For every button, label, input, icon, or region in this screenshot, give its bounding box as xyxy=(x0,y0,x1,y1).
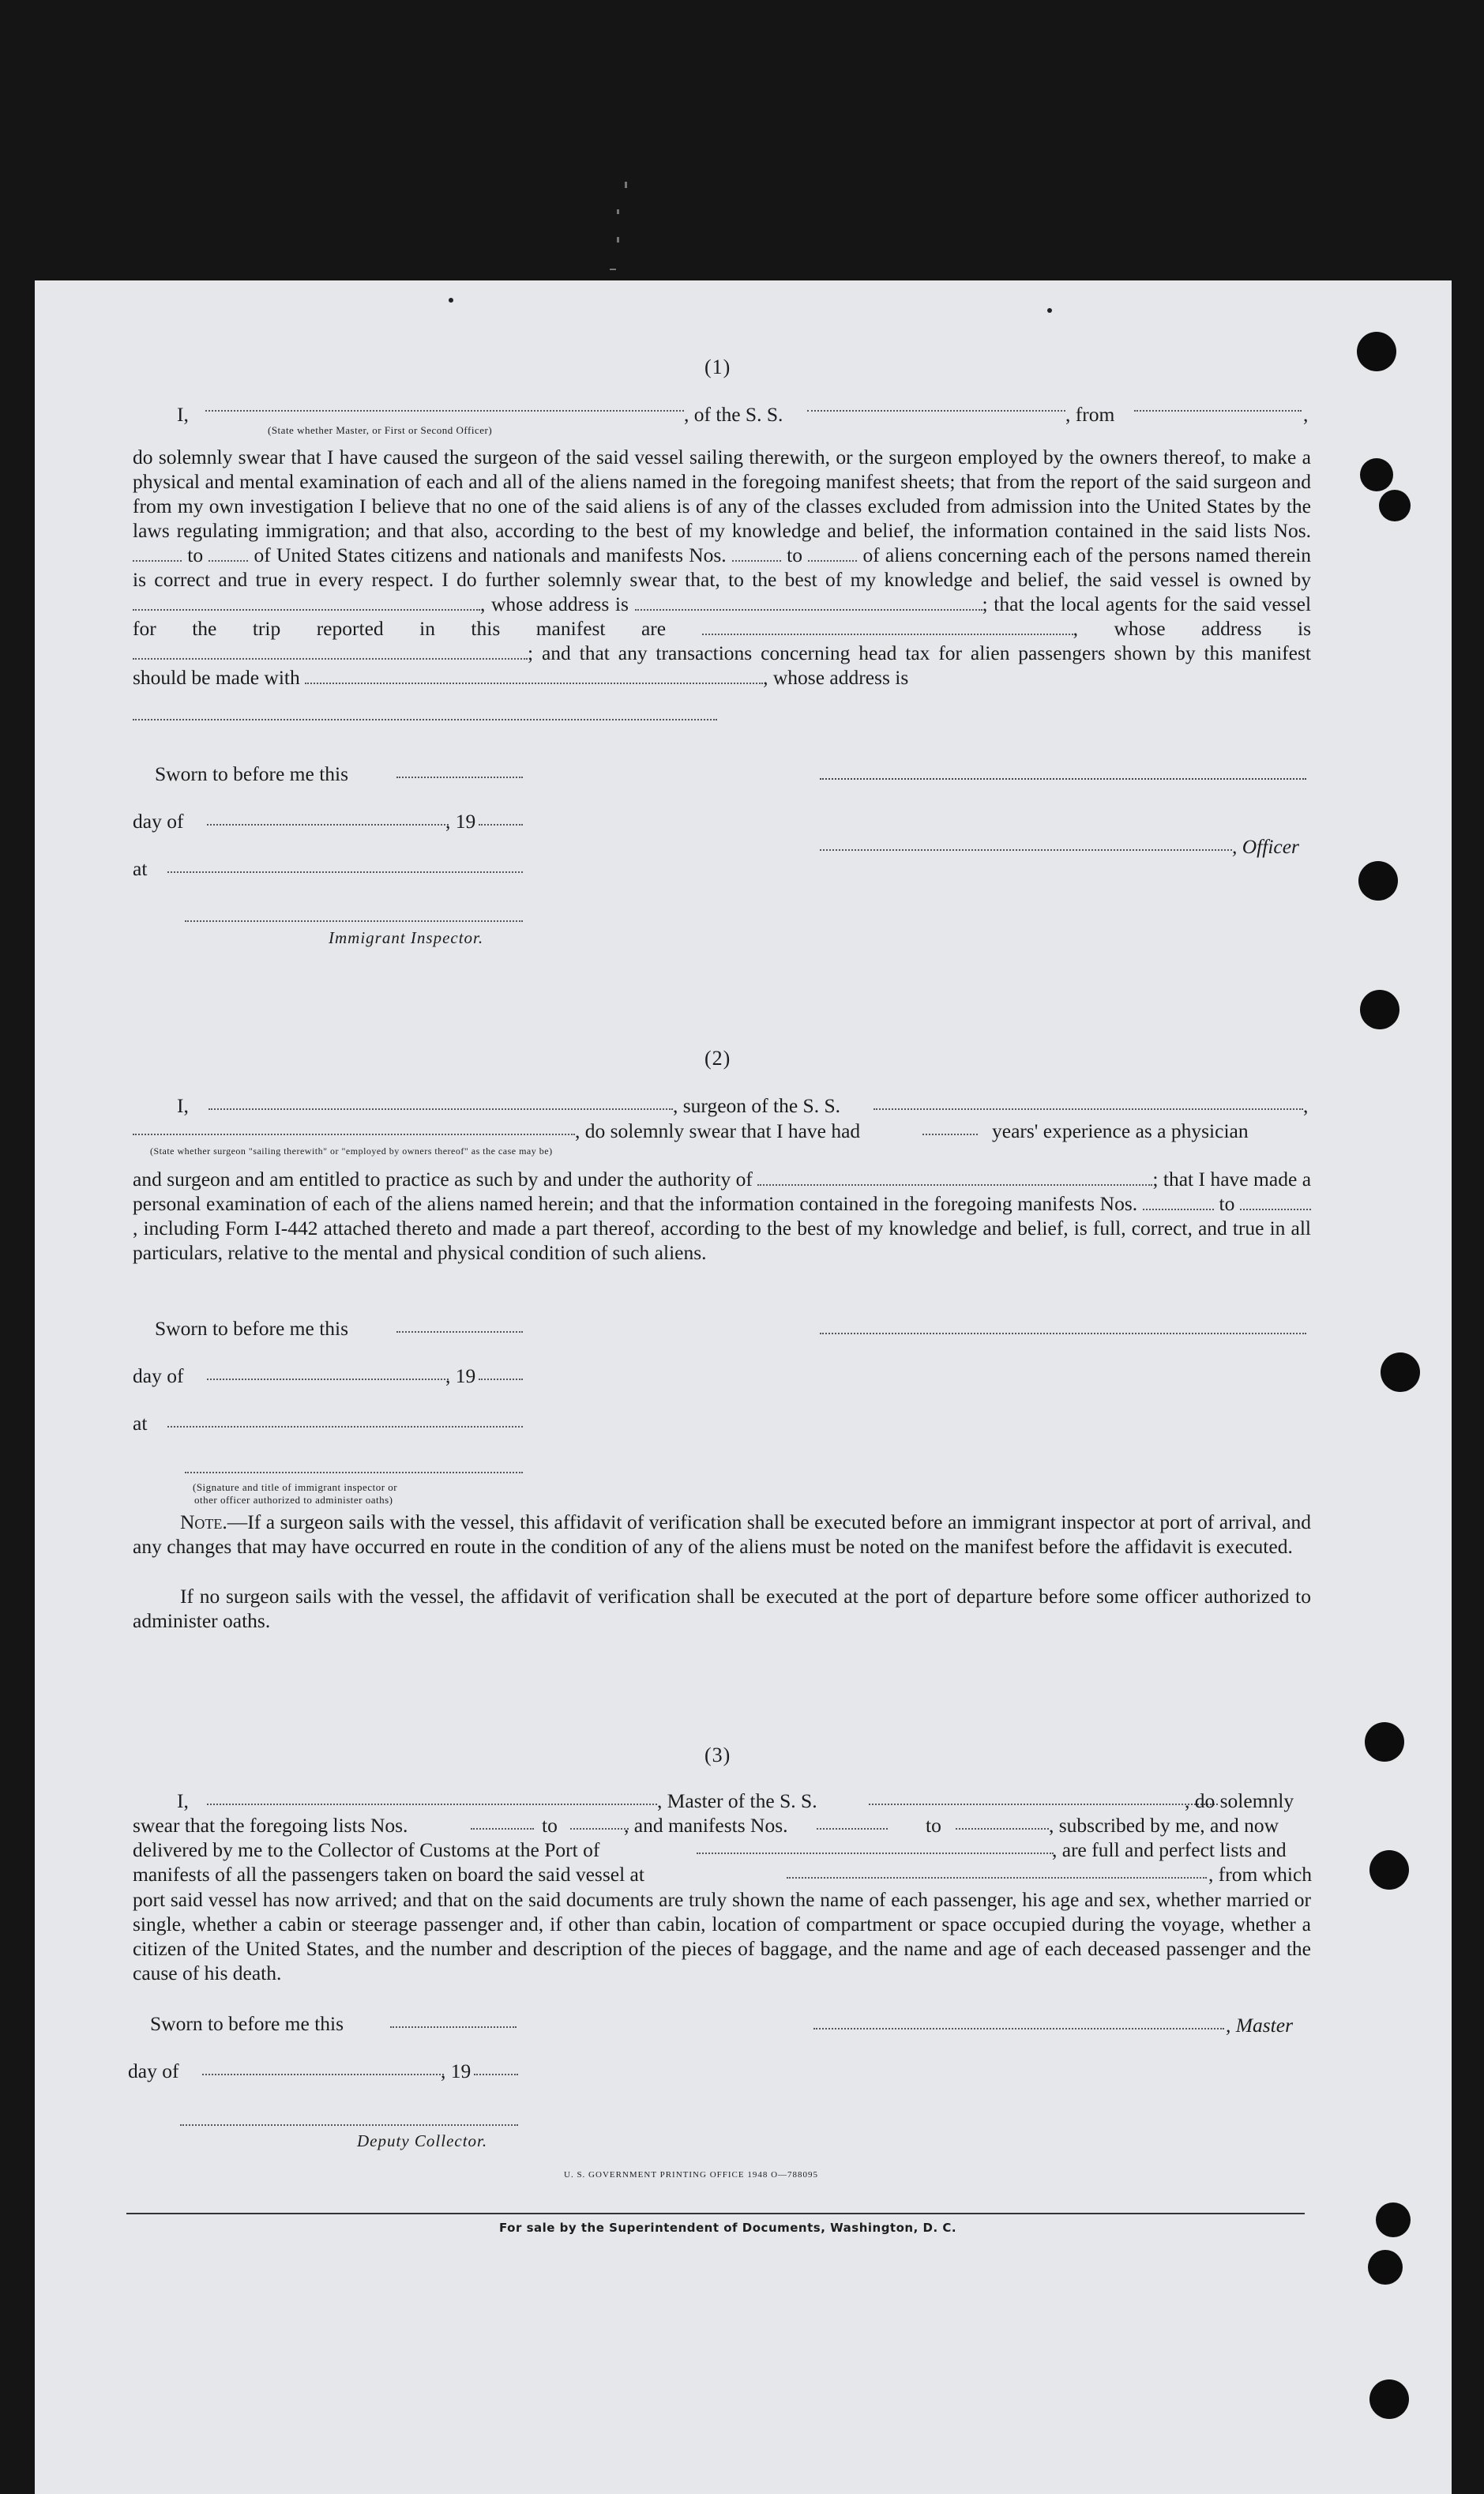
s2-sworn-label: Sworn to before me this xyxy=(155,1317,349,1340)
s1-officer-label: , Officer xyxy=(1232,835,1299,858)
s2-authority-field[interactable] xyxy=(757,1170,1152,1186)
s2-years-field[interactable] xyxy=(922,1134,978,1135)
s3-sworn-label: Sworn to before me this xyxy=(150,2012,344,2035)
punch-hole xyxy=(1360,458,1393,491)
s2-at-label: at xyxy=(133,1412,148,1435)
s1-ship-field[interactable] xyxy=(807,410,1065,412)
s3-master-label: , Master xyxy=(1226,2014,1293,2037)
s3-sworn-field[interactable] xyxy=(390,2026,517,2028)
s3-master-signature-line[interactable] xyxy=(813,2028,1224,2029)
s1-paragraph xyxy=(133,445,1311,690)
paper-mark xyxy=(449,298,453,303)
s2-sig-caption-2: other officer authorized to administer oaths) xyxy=(194,1494,393,1506)
s1-owner-field[interactable] xyxy=(133,595,480,611)
s2-manifests-from-field[interactable] xyxy=(1143,1194,1214,1210)
s1-inspector-label: Immigrant Inspector. xyxy=(329,928,484,947)
s3-departure-field[interactable] xyxy=(787,1877,1207,1879)
s1-text-p3: of aliens concerning each of the persons named therein is correct and true in every respect. I do further solemnly swear that, to the best of my knowledge and belief, the said vessel is owned by xyxy=(133,544,1312,591)
s1-headtax-party-field[interactable] xyxy=(305,668,763,684)
s2-status-caption: (State whether surgeon "sailing therewith" or "employed by owners thereof" as the case may be) xyxy=(150,1145,553,1157)
s1-manifests-to-field[interactable] xyxy=(808,546,857,562)
s1-of-ss-label: , of the S. S. xyxy=(684,403,783,426)
s2-name-field[interactable] xyxy=(209,1108,673,1110)
punch-hole xyxy=(1381,1352,1420,1392)
punch-hole xyxy=(1357,332,1396,371)
s1-headtax-address-field[interactable] xyxy=(133,719,717,720)
s1-lists-from-field[interactable] xyxy=(133,546,182,562)
s1-officer-signature-line[interactable] xyxy=(820,778,1306,780)
s3-port-field[interactable] xyxy=(697,1853,1054,1854)
s1-day-of-label: day of xyxy=(133,810,184,833)
s1-from-label: , from xyxy=(1065,403,1115,426)
s1-to-2: to xyxy=(787,544,802,566)
film-speck xyxy=(617,237,619,243)
s1-text-p5: whose address is xyxy=(1114,617,1312,640)
s2-year-field[interactable] xyxy=(479,1379,523,1380)
s3-subscribed-label: , subscribed by me, and now xyxy=(1049,1814,1279,1837)
s3-year-label: , 19 xyxy=(441,2060,471,2082)
s1-sworn-field[interactable] xyxy=(396,777,523,778)
s1-name-field[interactable] xyxy=(205,410,684,412)
s1-manifests-from-field[interactable] xyxy=(732,546,781,562)
s3-day-of-label: day of xyxy=(128,2060,179,2082)
s2-semi: ; xyxy=(1152,1168,1159,1191)
s2-note-2 xyxy=(133,1584,1311,1633)
s1-year-field[interactable] xyxy=(479,824,523,826)
s2-note xyxy=(133,1510,1311,1559)
s2-to: to xyxy=(1219,1192,1235,1215)
s1-text-p6: ; and that any transactions concerning head tax for alien passengers shown by this manifest should be made with xyxy=(133,641,1311,689)
s3-manifests-to-field[interactable] xyxy=(956,1828,1049,1830)
s1-whose-address-is: , whose address is xyxy=(763,666,909,689)
s2-i-label: I, xyxy=(177,1094,189,1117)
film-speck xyxy=(617,209,619,214)
s1-at-field[interactable] xyxy=(167,871,523,873)
punch-hole xyxy=(1379,490,1411,521)
s1-master-caption: (State whether Master, or First or Second Officer) xyxy=(268,424,493,436)
s3-full-perfect-label: , are full and perfect lists and xyxy=(1052,1838,1287,1861)
s1-agents-field[interactable] xyxy=(702,619,1073,635)
s3-do-solemnly-label: , do solemnly xyxy=(1185,1789,1294,1812)
punch-hole xyxy=(1369,1850,1409,1890)
s1-comma: , xyxy=(1303,403,1309,426)
s3-manifests-from-field[interactable] xyxy=(817,1828,888,1830)
s1-comma-2: , xyxy=(1073,617,1078,640)
s2-day-field[interactable] xyxy=(207,1379,449,1380)
s2-comma: , xyxy=(1303,1094,1309,1117)
s3-deputy-label: Deputy Collector. xyxy=(357,2131,488,2150)
s3-to-1: to xyxy=(542,1814,558,1837)
section-1-number: (1) xyxy=(704,355,731,378)
s2-text-p1: and surgeon and am entitled to practice as such by and under the authority of xyxy=(133,1168,753,1191)
film-speck xyxy=(625,182,627,188)
s1-i-label: I, xyxy=(177,403,189,426)
s1-text-p2: of United States citizens and nationals and manifests Nos. xyxy=(254,544,727,566)
form-page xyxy=(35,280,1452,2494)
s2-sworn-field[interactable] xyxy=(396,1331,523,1333)
s2-surgeon-label: , surgeon of the S. S. xyxy=(673,1094,841,1117)
s3-lists-from-field[interactable] xyxy=(471,1828,534,1830)
s1-text-p4: that the local agents for the said vessel for the trip reported in this manifest are xyxy=(133,592,1312,640)
s3-ship-field[interactable] xyxy=(869,1804,1218,1805)
s3-i-label: I, xyxy=(177,1789,189,1812)
s1-at-label: at xyxy=(133,857,148,880)
s3-text-p1: swear that the foregoing lists Nos. xyxy=(133,1814,408,1837)
punch-hole xyxy=(1365,1722,1404,1762)
s3-text-p4: port said vessel has now arrived; and that on the said documents are truly shown the name of each passenger, his age and sex, whether married or single, whether a cabin or steerage passenger and, if other than cabin, location of compartment or space occupied during the voyage, whether a citizen of the United States, and the number and description of the pieces of baggage, and the name and age of each deceased passenger and the cause of his death. xyxy=(133,1888,1311,1984)
s1-inspector-signature-line[interactable] xyxy=(185,920,523,922)
s3-to-2: to xyxy=(926,1814,941,1837)
s2-years-label: years' experience as a physician xyxy=(992,1119,1249,1142)
s3-paragraph xyxy=(133,1887,1311,1985)
s1-agents-address-field[interactable] xyxy=(133,644,528,660)
footer-rule xyxy=(126,2213,1305,2214)
s3-master-of-label: , Master of the S. S. xyxy=(657,1789,817,1812)
paper-mark xyxy=(1047,308,1052,313)
s1-from-field[interactable] xyxy=(1134,410,1302,412)
punch-hole xyxy=(1360,990,1399,1029)
s1-lists-to-field[interactable] xyxy=(209,546,248,562)
s1-owner-address-field[interactable] xyxy=(635,595,982,611)
s2-year-label: , 19 xyxy=(445,1364,476,1387)
s2-inspector-signature-line[interactable] xyxy=(185,1472,523,1473)
s3-text-p3: manifests of all the passengers taken on board the said vessel at xyxy=(133,1863,644,1886)
s2-status-field[interactable] xyxy=(133,1134,575,1135)
s3-from-which-label: , from which xyxy=(1208,1863,1313,1886)
s2-note-2-text: If no surgeon sails with the vessel, the affidavit of verification shall be executed at the port of departure before some officer authorized to administer oaths. xyxy=(133,1585,1311,1632)
s3-name-field[interactable] xyxy=(207,1804,657,1805)
film-speck xyxy=(610,269,616,270)
section-2-number: (2) xyxy=(704,1047,731,1070)
punch-hole xyxy=(1368,2250,1403,2285)
printing-office-line: U. S. GOVERNMENT PRINTING OFFICE 1948 O—788095 xyxy=(564,2170,819,2180)
s3-and-manifests-label: , and manifests Nos. xyxy=(624,1814,788,1837)
s3-year-field[interactable] xyxy=(474,2074,518,2075)
s1-day-field[interactable] xyxy=(207,824,449,826)
s2-surgeon-signature-line[interactable] xyxy=(820,1333,1306,1334)
s3-day-field[interactable] xyxy=(202,2074,444,2075)
punch-hole xyxy=(1376,2202,1411,2237)
s2-day-of-label: day of xyxy=(133,1364,184,1387)
s2-note-text: —If a surgeon sails with the vessel, this affidavit of verification shall be executed before an immigrant inspector at port of arrival, and any changes that may have occurred en route in the condition of any of the aliens must be noted on the manifest before the affidavit is executed. xyxy=(133,1510,1311,1558)
s3-collector-signature-line[interactable] xyxy=(180,2124,518,2126)
sale-notice: For sale by the Superintendent of Documents, Washington, D. C. xyxy=(499,2221,957,2235)
s2-sig-caption-1: (Signature and title of immigrant inspector or xyxy=(193,1481,398,1493)
punch-hole xyxy=(1369,2379,1409,2419)
punch-hole xyxy=(1358,861,1398,901)
s1-officer-field[interactable] xyxy=(820,849,1232,851)
s3-text-p2: delivered by me to the Collector of Customs at the Port of xyxy=(133,1838,600,1861)
s2-manifests-to-field[interactable] xyxy=(1240,1194,1311,1210)
s1-year-label: , 19 xyxy=(445,810,476,833)
s1-whose-address: , whose address is xyxy=(480,592,629,615)
s2-swear-label: , do solemnly swear that I have had xyxy=(575,1119,861,1142)
section-3-number: (3) xyxy=(704,1744,731,1766)
s2-text-p2: that I have made a personal examination of each of the aliens named herein; and that the information contained in the foregoing manifests Nos. xyxy=(133,1168,1312,1215)
s3-lists-to-field[interactable] xyxy=(570,1828,629,1830)
s2-ship-field[interactable] xyxy=(873,1108,1303,1110)
s2-text-p3: , including Form I-442 attached thereto and made a part thereof, according to the best of my knowledge and belief, is full, correct, and true in all particulars, relative to the mental and physical condition of such aliens. xyxy=(133,1217,1311,1264)
s2-paragraph xyxy=(133,1167,1311,1265)
s1-semi-1: ; xyxy=(982,592,988,615)
s1-text-p1: do solemnly swear that I have caused the surgeon of the said vessel sailing therewith, or the surgeon employed by the owners thereof, to make a physical and mental examination of each and all of the aliens named in the foregoing manifest sheets; that from the report of the said surgeon and from my own investigation I believe that no one of the said aliens is of any of the classes excluded from admission into the United States by the laws regulating immigration; and that also, according to the best of my knowledge and belief, the information contained in the said lists Nos. xyxy=(133,446,1311,542)
s2-note-label: Note. xyxy=(180,1510,227,1533)
s1-sworn-label: Sworn to before me this xyxy=(155,762,349,785)
s2-at-field[interactable] xyxy=(167,1426,523,1428)
s1-to-1: to xyxy=(187,544,204,566)
